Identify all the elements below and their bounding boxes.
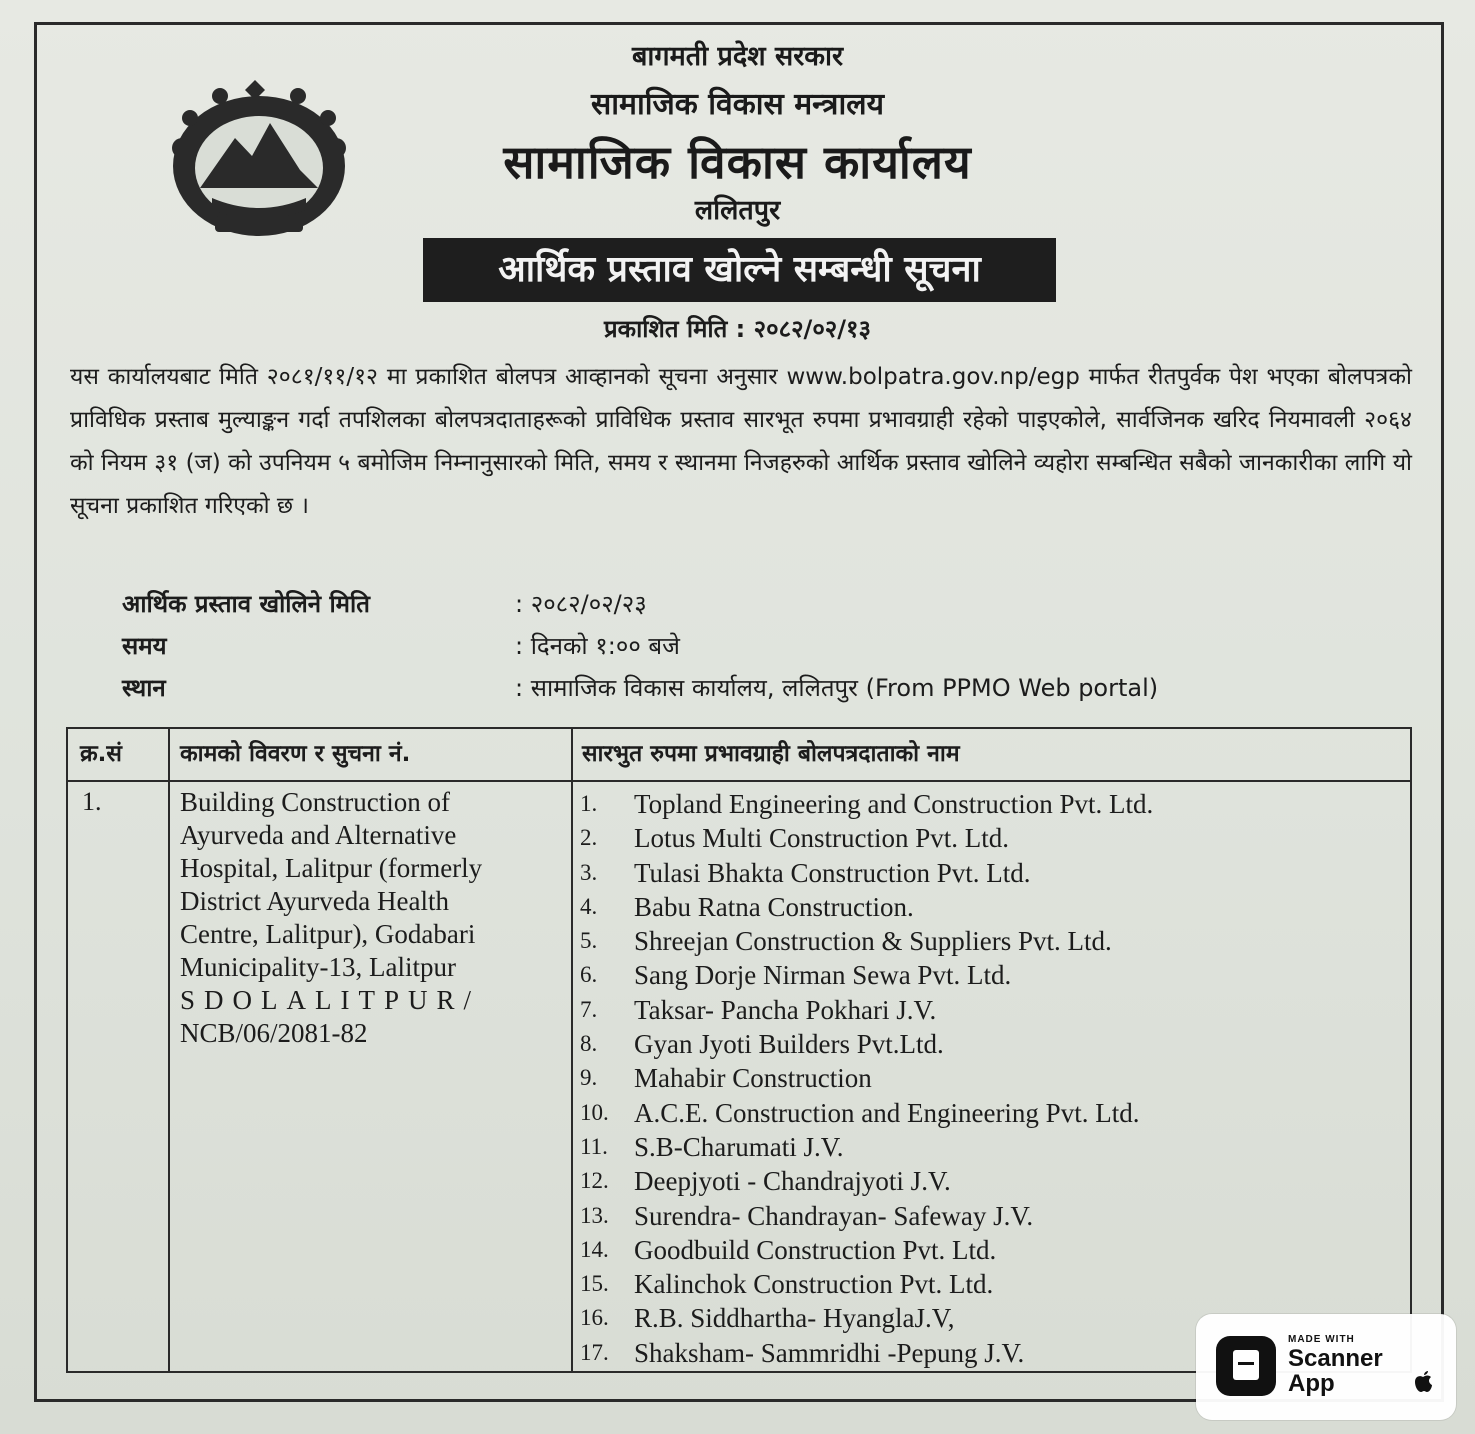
bidder-name: Surendra- Chandrayan- Safeway J.V. bbox=[634, 1200, 1034, 1231]
detail-label: समय bbox=[122, 632, 167, 660]
bidder-name: R.B. Siddhartha- HyanglaJ.V, bbox=[634, 1303, 955, 1334]
list-item bbox=[580, 1267, 1400, 1301]
table-divider bbox=[168, 729, 170, 1371]
bidder-number: 6. bbox=[580, 962, 598, 988]
watermark-app-name bbox=[1288, 1346, 1383, 1396]
bidder-name: Tulasi Bhakta Construction Pvt. Ltd. bbox=[634, 857, 1031, 888]
notice-body: यस कार्यालयबाट मिति २०८१/११/१२ मा प्रकाशित बोलपत्र आव्हानको सूचना अनुसार www.bolpatra.gov.np/egp मार्फत रीतपुर्वक पेश भएका बोलपत्रको प्राविधिक प्रस्ताब मुल्याङ्कन गर्दा तपशिलका बोलपत्रदाताहरूको प्राविधिक प्रस्ताव सारभूत रुपमा प्रभावग्राही रहेको पाइएकोले, सार्वजिनक खरिद नियमावली २०६४ को नियम ३१ (ज) को उपनियम ५ बमोजिम निम्नानुसारको मिति, समय र स्थानमा निजहरुको आर्थिक प्रस्ताव खोलिने व्यहोरा सम्बन्धित सबैको जानकारीका लागि यो सूचना प्रकाशित गरिएको छ । bbox=[70, 364, 1412, 519]
list-item bbox=[580, 1061, 1400, 1095]
header-sn: क्र.सं bbox=[80, 741, 122, 767]
bidder-name: S.B-Charumati J.V. bbox=[634, 1131, 844, 1162]
list-item bbox=[580, 1130, 1400, 1164]
bidder-number: 17. bbox=[580, 1339, 609, 1365]
bidder-list bbox=[580, 787, 1400, 1370]
apple-logo-icon bbox=[1412, 1370, 1434, 1394]
bidder-number: 2. bbox=[580, 825, 598, 851]
bidder-number: 12. bbox=[580, 1168, 609, 1194]
document-icon bbox=[1233, 1350, 1259, 1380]
notice-number-line: SDOLALITPUR/ bbox=[180, 985, 481, 1015]
bidder-number: 8. bbox=[580, 1031, 598, 1057]
list-item bbox=[580, 958, 1400, 992]
scanner-app-icon bbox=[1216, 1336, 1276, 1396]
list-item bbox=[580, 1233, 1400, 1267]
scanner-app-watermark bbox=[1196, 1314, 1456, 1420]
bidder-name: Lotus Multi Construction Pvt. Ltd. bbox=[634, 823, 1010, 854]
watermark-small-text: MADE WITH bbox=[1288, 1334, 1355, 1345]
header-bidders: सारभुत रुपमा प्रभावग्राही बोलपत्रदाताको नाम bbox=[582, 741, 960, 767]
bidder-number: 9. bbox=[580, 1065, 598, 1091]
watermark-line: App bbox=[1288, 1370, 1335, 1397]
work-line: Centre, Lalitpur), Godabari bbox=[180, 919, 476, 949]
detail-label: स्थान bbox=[122, 674, 166, 702]
notice-number-line: NCB/06/2081-82 bbox=[180, 1018, 368, 1048]
bidder-name: Shreejan Construction & Suppliers Pvt. Ltd. bbox=[634, 926, 1112, 957]
work-line: Hospital, Lalitpur (formerly bbox=[180, 853, 483, 883]
bidder-name: Babu Ratna Construction. bbox=[634, 891, 914, 922]
bidder-name: A.C.E. Construction and Engineering Pvt. Ltd. bbox=[634, 1097, 1140, 1128]
work-line: Building Construction of bbox=[180, 787, 450, 817]
bidder-name: Deepjyoti - Chandrajyoti J.V. bbox=[634, 1166, 951, 1197]
work-description bbox=[180, 786, 565, 1050]
list-item bbox=[580, 1096, 1400, 1130]
list-item bbox=[580, 1027, 1400, 1061]
office-location: ललितपुर bbox=[694, 195, 781, 226]
bidder-number: 13. bbox=[580, 1202, 609, 1228]
government-name: बागमती प्रदेश सरकार bbox=[631, 41, 844, 72]
bidder-number: 15. bbox=[580, 1271, 609, 1297]
bidder-number: 5. bbox=[580, 928, 598, 954]
bidder-name: Gyan Jyoti Builders Pvt.Ltd. bbox=[634, 1029, 944, 1060]
published-date: प्रकाशित मिति : २०८२/०२/१३ bbox=[603, 315, 872, 343]
office-name: सामाजिक विकास कार्यालय bbox=[503, 135, 972, 189]
bidder-name: Taksar- Pancha Pokhari J.V. bbox=[634, 994, 937, 1025]
bidder-number: 10. bbox=[580, 1099, 609, 1125]
list-item bbox=[580, 924, 1400, 958]
bidder-number: 3. bbox=[580, 859, 598, 885]
list-item bbox=[580, 787, 1400, 821]
bidder-name: Kalinchok Construction Pvt. Ltd. bbox=[634, 1269, 994, 1300]
bidder-name: Sang Dorje Nirman Sewa Pvt. Ltd. bbox=[634, 960, 1012, 991]
detail-value: : २०८२/०२/२३ bbox=[515, 590, 647, 618]
bidder-number: 7. bbox=[580, 996, 598, 1022]
detail-value: : दिनको १:०० बजे bbox=[515, 632, 680, 660]
row-sn: 1. bbox=[82, 787, 102, 816]
bidders-table bbox=[66, 727, 1412, 1373]
bidder-number: 1. bbox=[580, 791, 598, 816]
list-item bbox=[580, 856, 1400, 890]
bidder-number: 16. bbox=[580, 1305, 609, 1331]
bidder-number: 14. bbox=[580, 1236, 609, 1262]
bidder-name: Goodbuild Construction Pvt. Ltd. bbox=[634, 1234, 997, 1265]
table-header-divider bbox=[68, 780, 1410, 782]
work-line: Ayurveda and Alternative bbox=[180, 820, 457, 850]
work-line: Municipality-13, Lalitpur bbox=[180, 952, 456, 982]
bidder-number: 4. bbox=[580, 893, 598, 919]
notice-title: आर्थिक प्रस्ताव खोल्ने सम्बन्धी सूचना bbox=[423, 238, 1056, 302]
bidder-name: Topland Engineering and Construction Pvt. Ltd. bbox=[634, 789, 1154, 819]
bidder-name: Shaksham- Sammridhi -Pepung J.V. bbox=[634, 1337, 1025, 1368]
detail-label: आर्थिक प्रस्ताव खोलिने मिति bbox=[122, 590, 370, 618]
ministry-name: सामाजिक विकास मन्त्रालय bbox=[590, 87, 885, 122]
detail-value: : सामाजिक विकास कार्यालय, ललितपुर (From PPMO Web portal) bbox=[515, 674, 1159, 702]
list-item bbox=[580, 821, 1400, 855]
list-item bbox=[580, 993, 1400, 1027]
watermark-line: Scanner bbox=[1288, 1345, 1383, 1372]
bidder-name: Mahabir Construction bbox=[634, 1063, 872, 1094]
work-line: District Ayurveda Health bbox=[180, 886, 449, 916]
table-divider bbox=[571, 729, 573, 1371]
list-item bbox=[580, 1164, 1400, 1198]
list-item bbox=[580, 890, 1400, 924]
bidder-number: 11. bbox=[580, 1133, 608, 1159]
list-item bbox=[580, 1199, 1400, 1233]
header-work: कामको विवरण र सुचना नं. bbox=[180, 741, 411, 767]
